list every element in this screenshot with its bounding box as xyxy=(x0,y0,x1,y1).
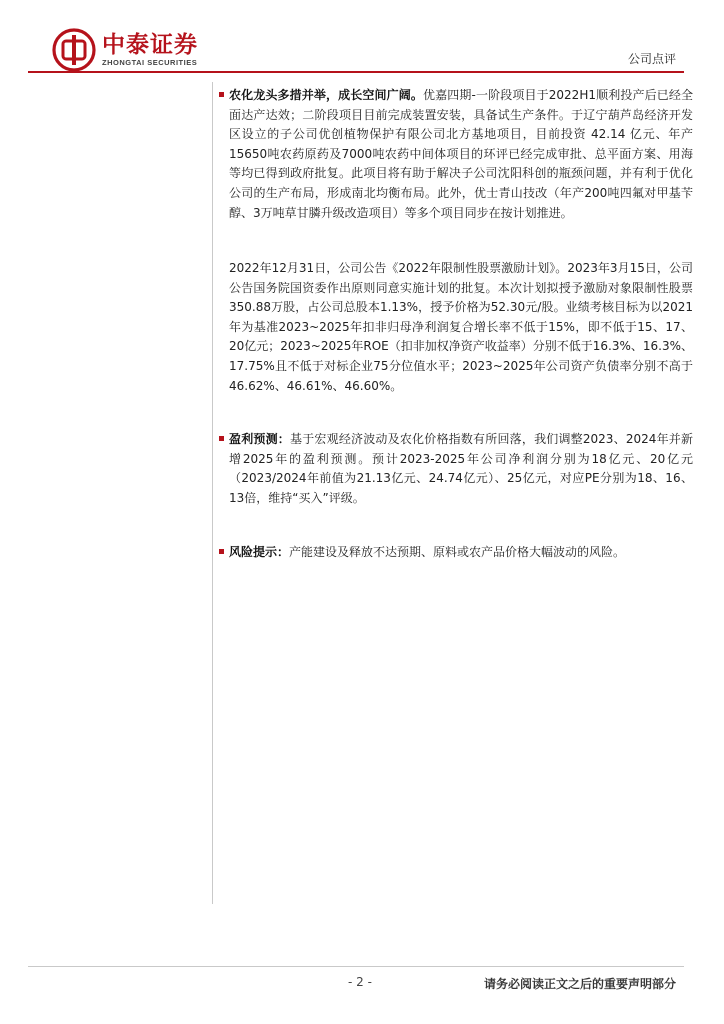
section-heading: 风险提示： xyxy=(229,545,290,559)
section-incentive-plan xyxy=(229,259,693,396)
brand-name-cn: 中泰证券 xyxy=(102,32,198,58)
bullet-square-icon xyxy=(219,549,224,554)
left-column-divider xyxy=(212,82,213,904)
section-paragraph xyxy=(229,259,693,396)
company-logo xyxy=(52,26,198,74)
section-text: 产能建设及释放不达预期、原料或农产品价格大幅波动的风险。 xyxy=(289,545,626,559)
zhongtai-logo-icon xyxy=(52,28,96,72)
section-heading: 农化龙头多措并举，成长空间广阔。 xyxy=(229,88,424,102)
section-paragraph xyxy=(229,543,693,563)
section-paragraph xyxy=(229,86,693,223)
page-number: - 2 - xyxy=(348,975,372,989)
brand-name-en: ZHONGTAI SECURITIES xyxy=(102,58,198,67)
section-risk-warning xyxy=(229,543,693,563)
section-text: 基于宏观经济波动及农化价格指数有所回落，我们调整2023、2024年并新增2025年的盈利预测。预计2023-2025年公司净利润分别为18亿元、20亿元（2023/2024年前值为21.13亿元、24.74亿元）、25亿元，对应PE分别为18、16、13倍，维持“买入”评级。 xyxy=(229,432,693,505)
section-heading: 盈利预测： xyxy=(229,432,291,446)
section-text: 优嘉四期-一阶段项目于2022H1顺利投产后已经全面达产达效；二阶段项目目前完成装置安装，具备试生产条件。于辽宁葫芦岛经济开发区设立的子公司优创植物保护有限公司北方基地项目，目前投资 42.14 亿元、年产15650吨农药原药及7000吨农药中间体项目的环评已经完成审批、总平面方案、用海等均已得到政府批复。此项目将有助于解决子公司沈阳科创的瓶颈问题，并有利于优化公司的生产布局，形成南北均衡布局。此外，优士青山技改（年产200吨四氟对甲基苄醇、3万吨草甘膦升级改造项目）等多个项目同步在按计划推进。 xyxy=(229,88,693,220)
section-growth xyxy=(229,86,693,223)
bullet-square-icon xyxy=(219,436,224,441)
section-text: 2022年12月31日，公司公告《2022年限制性股票激励计划》。2023年3月15日，公司公告国务院国资委作出原则同意实施计划的批复。本次计划拟授予激励对象限制性股票350.88万股，占公司总股本1.13%，授予价格为52.30元/股。业绩考核目标为以2021年为基准2023~2025年扣非归母净利润复合增长率不低于15%，即不低于15、17、20亿元；2023~2025年ROE（扣非加权净资产收益率）分别不低于16.3%、16.3%、17.75%且不低于对标企业75分位值水平；2023~2025年公司资产负债率分别不高于46.62%、46.61%、46.60%。 xyxy=(229,261,694,393)
document-type-label: 公司点评 xyxy=(627,52,676,66)
section-earnings-forecast xyxy=(229,430,693,508)
section-paragraph xyxy=(229,430,693,508)
bullet-square-icon xyxy=(219,92,224,97)
footer-divider xyxy=(28,966,684,967)
footer-disclaimer: 请务必阅读正文之后的重要声明部分 xyxy=(483,977,676,991)
header-divider xyxy=(28,71,684,73)
